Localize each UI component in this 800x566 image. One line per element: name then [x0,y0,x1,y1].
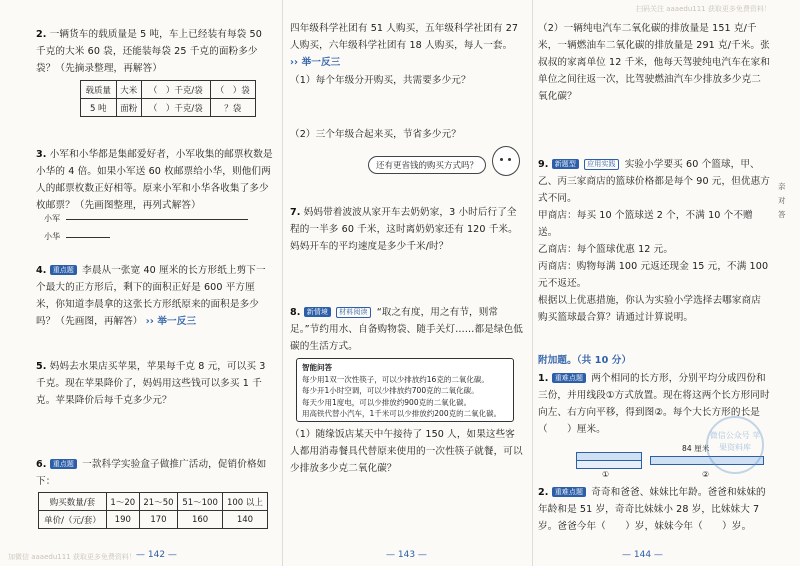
table-cell: 190 [106,511,139,529]
practice-link[interactable]: ›› 举一反三 [145,316,197,327]
extra-section-title: 附加题。（共 10 分） [538,355,632,366]
table-cell: （ ）袋 [210,81,255,99]
smart-qa-title: 智能问答 [302,363,332,372]
table-cell: 140 [222,511,267,529]
extra-question-2-text: 奇奇和爸爸、妹妹比年龄。爸爸和妹妹的年龄和是 51 岁，奇奇比妹妹小 28 岁，比妹妹大 7 岁。爸爸今年（ ）岁，妹妹今年（ ）岁。 [538,487,766,532]
page-middle [282,0,532,566]
speech-bubble: 还有更省钱的购买方式吗？ [368,156,486,174]
figure-2-label: ② [702,470,710,479]
student-avatar [492,146,520,176]
table-cell: 大米 [116,81,142,99]
shop-rule: 乙商店：每个篮球优惠 12 元。 [538,244,674,255]
page-right [532,0,800,566]
table-header-cell: 51～100 [178,493,223,511]
q2-summary-table [80,80,256,117]
difficulty-tag: 重难点题 [552,487,586,497]
side-margin-text: 亲 对 答 [778,182,786,219]
sub-question-2: （2）三个年级合起来买，节省多少元？ [290,129,461,140]
key-question-tag: 重点题 [50,459,77,469]
question-6-text: 一款科学实验盒子做推广活动，促销价格如下： [36,459,267,487]
question-3-text: 小军和小华都是集邮爱好者，小军收集的邮票枚数是小华的 4 倍。如果小军送 60 枚邮票给小华，则他们两人的邮票枚数正好相等。原来小军和小华各收集了多少枚邮票？（先画图整理，再列式解答） [36,149,273,211]
table-cell: 160 [178,511,223,529]
applied-practice-tag: 应用实践 [584,159,618,170]
smart-qa-box [296,358,514,422]
material-reading-tag: 材料阅读 [336,307,370,318]
table-header-cell: 21～50 [139,493,178,511]
table-cell: 载质量 [81,81,117,99]
table-cell: 5 吨 [81,99,117,117]
question-6: 6. 重点题 一款科学实验盒子做推广活动，促销价格如下： [36,459,267,487]
fact-line: 每少开1小时空调，可以少排放约700克的二氧化碳。 [302,386,479,395]
difficulty-tag: 重难点题 [552,373,586,383]
page-left [0,0,282,566]
fact-line: 每少用1双一次性筷子，可以少排放约16克的二氧化碳。 [302,374,489,384]
fact-line: 每天少用1度电，可以少排放约900克的二氧化碳。 [302,397,472,407]
table-cell: （ ）千克/袋 [142,99,210,117]
question-7-text: 妈妈带着波波从家开车去奶奶家，3 小时后行了全程的一半多 60 千米，这时离奶奶家还有 120 千米。妈妈开车的平均速度是多少千米/时？ [290,207,518,252]
header-watermark: 扫码关注 aaaedu111 获取更多免费资料！ [636,5,771,13]
question-6-continued: 四年级科学社团有 51 人购买，五年级科学社团有 27 人购买，六年级科学社团有 18 人购买，每人一套。 [290,23,519,51]
question-2: 2. 一辆货车的载质量是 5 吨，车上已经装有每袋 50 千克的大米 60 袋，还能装每袋 25 千克的面粉多少袋？（先摘录整理，再解答） [36,29,262,74]
table-cell: 单价/（元/套） [39,511,107,529]
fact-line: 用高铁代替小汽车，1千米可以少排放约200克的二氧化碳。 [302,409,502,418]
question-5: 5. 妈妈去水果店买苹果，苹果每千克 8 元，可以买 3 千克。现在苹果降价了，妈妈用这些钱可以多买 1 千克。苹果降价后每千克多少元？ [36,361,266,406]
table-cell: 170 [139,511,178,529]
question-9-ask: 根据以上优惠措施，你认为实验小学选择去哪家商店购买篮球最合算？请通过计算说明。 [538,295,761,323]
shop-rule: 丙商店：购物每满 100 元返还现金 15 元，不满 100 元不返还。 [538,261,769,289]
line-label-b: 小华 [44,232,61,241]
table-cell: （ ）千克/袋 [142,81,210,99]
segment-a [66,219,248,220]
sub-question-1: （1）每个年级分开购买，共需要多少元？ [290,75,471,86]
question-8-text: “取之有度，用之有节，则常足。”节约用水、自备购物袋、随手关灯……都是绿色低碳的生活方式。 [290,307,523,352]
table-header-cell: 1～20 [106,493,139,511]
extra-question-2: 2. 重难点题 奇奇和爸爸、妹妹比年龄。爸爸和妹妹的年龄和是 51 岁，奇奇比妹妹小 28 岁，比妹妹大 7 岁。爸爸今年（ ）岁，妹妹今年（ ）岁。 [538,487,766,532]
segment-b [66,237,110,238]
extra-question-1-text: 两个相同的长方形，分别平均分成四份和三份，并用线段①方式放置。现在将这两个长方形同时向左、右方向平移，得到图②。每个大长方形的长是（ ）厘米。 [538,373,770,435]
question-5-text: 妈妈去水果店买苹果，苹果每千克 8 元，可以买 3 千克。现在苹果降价了，妈妈用这些钱可以多买 1 千克。苹果降价后每千克多少元？ [36,361,266,406]
question-2-text: 一辆货车的载质量是 5 吨，车上已经装有每袋 50 千克的大米 60 袋，还能装每袋 25 千克的面粉多少袋？（先摘录整理，再解答） [36,29,262,74]
shop-rule: 甲商店：每买 10 个篮球送 2 个，不满 10 个不赠送。 [538,210,753,238]
line-label-a: 小军 [44,214,61,223]
question-7: 7. 妈妈带着波波从家开车去奶奶家，3 小时后行了全程的一半多 60 千米，这时离奶奶家还有 120 千米。妈妈开车的平均速度是多少千米/时？ [290,207,518,252]
sub-question-1: （1）随缘饭店某天中午接待了 150 人，如果这些客人都用消毒餐具代替原来使用的一次性筷子就餐，可以少排放多少克二氧化碳？ [290,429,523,474]
page-number: — 142 — [136,550,177,560]
question-4-text: 李晨从一张宽 40 厘米的长方形纸上剪下一个最大的正方形后，剩下的面积正好是 600 平方厘米，你知道李晨拿的这张长方形纸原来的面积是多少吗？（先画图，再解答） [36,265,266,327]
question-9: 9. 新题型 应用实践 实验小学要买 60 个篮球，甲、乙、丙三家商店的篮球价格都是每个 90 元，但优惠方式不同。 甲商店：每买 10 个篮球送 2 个，不满 10 个不赠送。 乙商店：每个篮球优惠 12 元。 丙商店：购物每满 100 元返还现金 15 元，不满 100 元不返还。 根据以上优惠措施，你认为实验小学选择去哪家商店购买篮球最合算？请通过计算说明。 [538,156,770,326]
sub-question-2: （2）一辆纯电汽车二氧化碳的排放量是 151 克/千米，一辆燃油车二氧化碳的排放量是 291 克/千米。张叔叔的家离单位 12 千米，他每天驾驶纯电汽车在家和单位之间往返一次，比驾驶燃油汽车少排放多少克二氧化碳？ [538,23,770,102]
new-type-tag: 新题型 [552,159,579,169]
table-cell: ？袋 [210,99,255,117]
page-number: — 144 — [622,550,663,560]
question-3: 3. 小军和小华都是集邮爱好者，小军收集的邮票枚数是小华的 4 倍。如果小军送 60 枚邮票给小华，则他们两人的邮票枚数正好相等。原来小军和小华各收集了多少枚邮票？（先画图整理，再列式解答） [36,149,273,211]
question-8: 8. 新情境 材料阅读 “取之有度，用之有节，则常足。”节约用水、自备购物袋、随手关灯……都是绿色低碳的生活方式。 [290,307,523,352]
practice-link[interactable]: ›› 举一反三 [290,57,341,68]
extra-question-1: 1. 重难点题 两个相同的长方形，分别平均分成四份和三份，并用线段①方式放置。现在将这两个长方形同时向左、右方向平移，得到图②。每个大长方形的长是（ ）厘米。 [538,373,770,435]
logo-stamp: 微信公众号 苹果资料库 [706,416,764,474]
page-number: — 143 — [386,550,427,560]
price-table [38,492,268,529]
question-4: 4. 重点题 李晨从一张宽 40 厘米的长方形纸上剪下一个最大的正方形后，剩下的面积正好是 600 平方厘米，你知道李晨拿的这张长方形纸原来的面积是多少吗？（先画图，再解答） ›› 举一反三 [36,265,266,327]
figure-1-label: ① [602,470,610,479]
footer-watermark: 加微信 aaaedu111 获取更多免费资料！ [8,553,136,561]
measure-label: 84 厘米 [682,444,710,453]
new-context-tag: 新情境 [304,307,331,317]
table-header-cell: 购买数量/套 [39,493,107,511]
table-cell: 面粉 [116,99,142,117]
key-question-tag: 重点题 [50,265,77,275]
question-9-text: 实验小学要买 60 个篮球，甲、乙、丙三家商店的篮球价格都是每个 90 元，但优惠方式不同。 [538,159,770,204]
table-header-cell: 100 以上 [222,493,267,511]
